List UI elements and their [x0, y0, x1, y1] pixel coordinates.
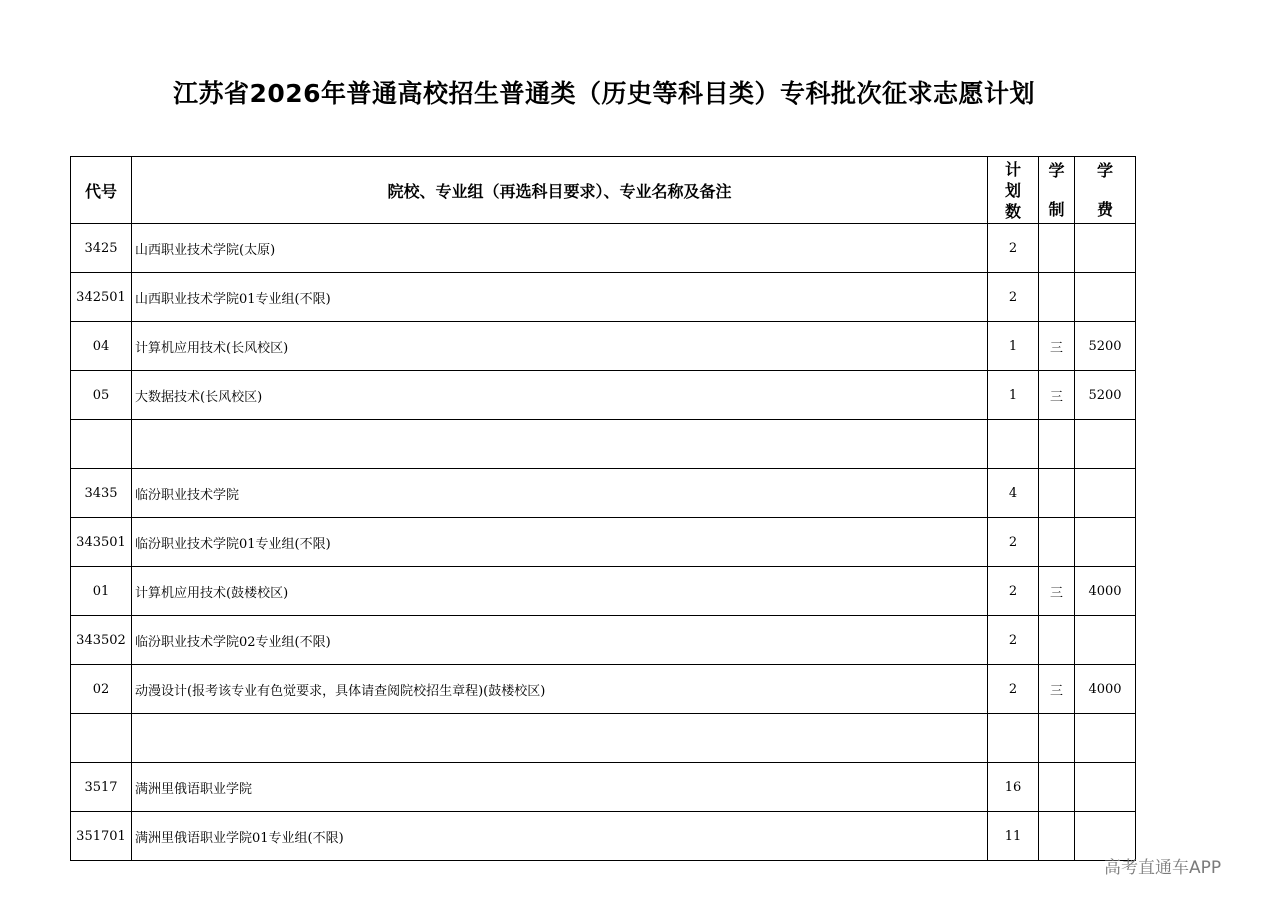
- row-plan: [988, 714, 1039, 763]
- row-fee: 4000: [1075, 567, 1136, 616]
- header-name: 院校、专业组（再选科目要求）、专业名称及备注: [132, 157, 988, 224]
- row-code: 3425: [71, 224, 132, 273]
- table-row: [71, 371, 1136, 420]
- row-name: 大数据技术(长风校区): [132, 371, 988, 420]
- row-duration: [1039, 714, 1075, 763]
- row-fee: [1075, 763, 1136, 812]
- header-fee: [1075, 157, 1136, 224]
- row-plan: 2: [988, 567, 1039, 616]
- row-code: 3435: [71, 469, 132, 518]
- row-code: 04: [71, 322, 132, 371]
- header-plan-char: 计: [1004, 159, 1021, 179]
- row-code: 351701: [71, 812, 132, 861]
- row-code: 343502: [71, 616, 132, 665]
- row-code: 01: [71, 567, 132, 616]
- row-code: 343501: [71, 518, 132, 567]
- row-duration: [1039, 763, 1075, 812]
- table-row: [71, 616, 1136, 665]
- row-plan: 2: [988, 224, 1039, 273]
- header-plan-char: 划: [1004, 180, 1021, 200]
- row-name: 临汾职业技术学院: [132, 469, 988, 518]
- row-code: 342501: [71, 273, 132, 322]
- row-name: 满洲里俄语职业学院01专业组(不限): [132, 812, 988, 861]
- table-row: [71, 420, 1136, 469]
- row-plan: [988, 420, 1039, 469]
- row-fee: [1075, 224, 1136, 273]
- row-name: 山西职业技术学院(太原): [132, 224, 988, 273]
- row-plan: 16: [988, 763, 1039, 812]
- table-row: [71, 469, 1136, 518]
- table-row: [71, 812, 1136, 861]
- row-fee: [1075, 616, 1136, 665]
- header-duration-char: 学: [1048, 161, 1065, 180]
- table-row: [71, 224, 1136, 273]
- table-row: [71, 273, 1136, 322]
- header-plan-char: 数: [1004, 201, 1021, 221]
- row-plan: 1: [988, 322, 1039, 371]
- row-plan: 4: [988, 469, 1039, 518]
- row-duration: [1039, 812, 1075, 861]
- page-title: 江苏省2026年普通高校招生普通类（历史等科目类）专科批次征求志愿计划: [172, 79, 1036, 108]
- row-duration: 三: [1039, 665, 1075, 714]
- row-duration: [1039, 273, 1075, 322]
- row-name: 临汾职业技术学院02专业组(不限): [132, 616, 988, 665]
- table-row: [71, 714, 1136, 763]
- row-fee: [1075, 420, 1136, 469]
- row-duration: 三: [1039, 567, 1075, 616]
- row-duration: [1039, 469, 1075, 518]
- row-name: [132, 714, 988, 763]
- header-duration: [1039, 157, 1075, 224]
- row-name: [132, 420, 988, 469]
- row-fee: [1075, 273, 1136, 322]
- header-duration-char: 制: [1048, 200, 1065, 219]
- row-name: 临汾职业技术学院01专业组(不限): [132, 518, 988, 567]
- table-row: [71, 567, 1136, 616]
- row-plan: 2: [988, 616, 1039, 665]
- row-plan: 2: [988, 273, 1039, 322]
- row-name: 满洲里俄语职业学院: [132, 763, 988, 812]
- row-code: 05: [71, 371, 132, 420]
- row-duration: [1039, 224, 1075, 273]
- table-header-row: [71, 157, 1136, 224]
- row-duration: 三: [1039, 322, 1075, 371]
- row-code: [71, 714, 132, 763]
- header-fee-char: 费: [1096, 200, 1113, 219]
- row-name: 计算机应用技术(长风校区): [132, 322, 988, 371]
- row-plan: 1: [988, 371, 1039, 420]
- enrollment-plan-table: [70, 156, 1136, 861]
- row-fee: 5200: [1075, 322, 1136, 371]
- row-plan: 2: [988, 518, 1039, 567]
- row-code: [71, 420, 132, 469]
- row-duration: 三: [1039, 371, 1075, 420]
- row-fee: 5200: [1075, 371, 1136, 420]
- table-row: [71, 665, 1136, 714]
- row-fee: [1075, 714, 1136, 763]
- row-plan: 2: [988, 665, 1039, 714]
- row-code: 02: [71, 665, 132, 714]
- table-row: [71, 322, 1136, 371]
- row-fee: 4000: [1075, 665, 1136, 714]
- row-duration: [1039, 518, 1075, 567]
- row-plan: 11: [988, 812, 1039, 861]
- row-duration: [1039, 420, 1075, 469]
- row-fee: [1075, 518, 1136, 567]
- header-fee-char: 学: [1096, 161, 1113, 180]
- table-row: [71, 763, 1136, 812]
- row-duration: [1039, 616, 1075, 665]
- row-name: 计算机应用技术(鼓楼校区): [132, 567, 988, 616]
- row-name: 动漫设计(报考该专业有色觉要求，具体请查阅院校招生章程)(鼓楼校区): [132, 665, 988, 714]
- header-code: 代号: [71, 157, 132, 224]
- row-code: 3517: [71, 763, 132, 812]
- row-name: 山西职业技术学院01专业组(不限): [132, 273, 988, 322]
- row-fee: [1075, 469, 1136, 518]
- watermark: 高考直通车APP: [1104, 858, 1222, 878]
- table-row: [71, 518, 1136, 567]
- header-plan: [988, 157, 1039, 224]
